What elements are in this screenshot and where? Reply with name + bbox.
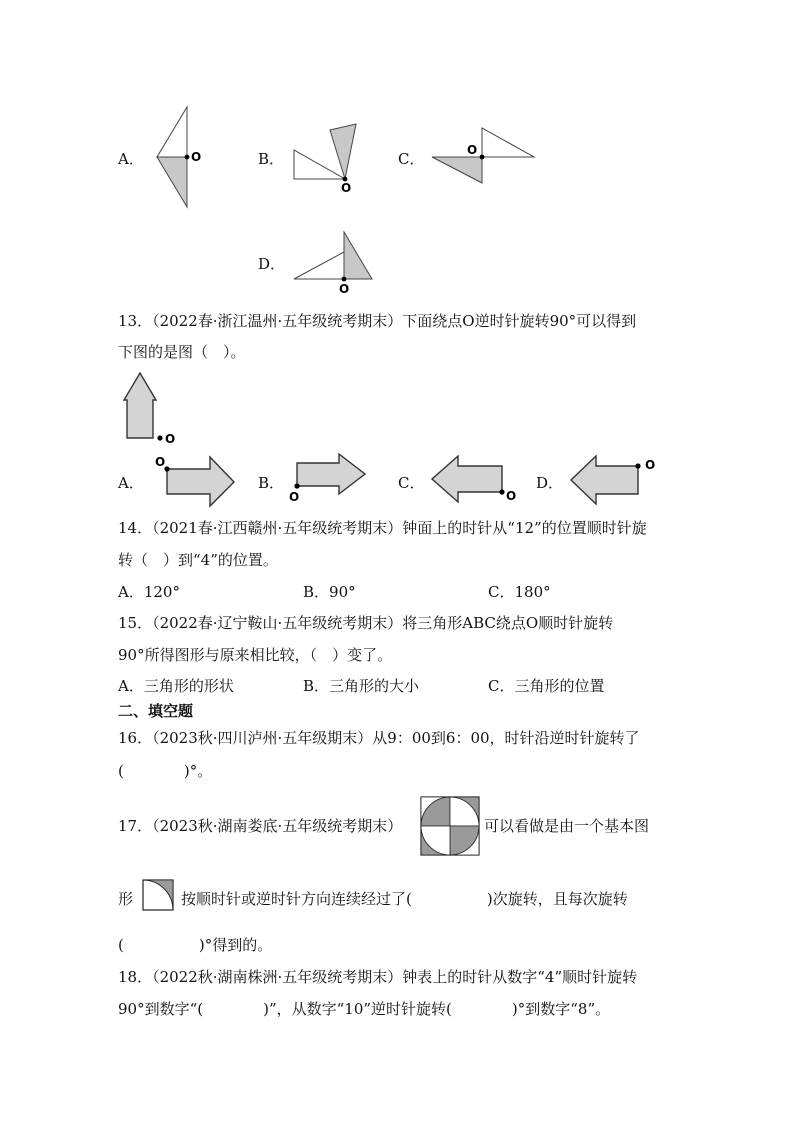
q15-text-line2: 90°所得图形与原来相比较，（ ）变了。 <box>118 646 393 664</box>
point-o-label: O <box>506 489 517 503</box>
q13-option-a-arrow <box>150 452 240 512</box>
fig12-label-c: C． <box>398 150 425 168</box>
q14-text-line2: 转（ ）到“4”的位置。 <box>118 551 278 569</box>
q13-text-line2: 下图的是图（ ）。 <box>118 343 246 361</box>
q14-option-a: A．120° <box>118 583 180 601</box>
q13-label-d: D． <box>536 474 564 492</box>
q14-option-c: C．180° <box>488 583 551 601</box>
q17-basic-shape-figure <box>142 879 176 913</box>
q13-label-b: B． <box>258 474 285 492</box>
fig12-option-a-figure <box>150 104 210 212</box>
q13-option-d-arrow <box>568 452 658 512</box>
point-o-label: O <box>289 490 300 504</box>
q17-text-line2-rest: 按顺时针或逆时针方向连续经过了( )次旋转，且每次旋转 <box>181 890 628 908</box>
point-o-label: O <box>165 432 176 446</box>
point-o-label: O <box>339 282 350 296</box>
q16-text-line2: ( )°。 <box>118 762 213 780</box>
fig12-option-d-figure <box>290 228 380 300</box>
q13-option-c-arrow <box>428 452 518 512</box>
q14-option-b: B．90° <box>303 583 356 601</box>
q16-text-line1: 16．（2023秋·四川泸州·五年级期末）从9：00到6：00，时针沿逆时针旋转了 <box>118 729 640 747</box>
q15-text-line1: 15．（2022春·辽宁鞍山·五年级统考期末）将三角形ABC绕点O顺时针旋转 <box>118 614 614 632</box>
q17-text-line3: ( )°得到的。 <box>118 936 273 954</box>
q17-text-prefix: 17．（2023秋·湖南娄底·五年级统考期末） <box>118 817 403 835</box>
q17-text-line2-start: 形 <box>118 890 134 908</box>
q17-pinwheel-figure <box>420 796 480 856</box>
q13-option-b-arrow <box>285 450 375 510</box>
q15-option-c: C．三角形的位置 <box>488 677 605 695</box>
q15-option-a: A．三角形的形状 <box>118 677 234 695</box>
q13-label-a: A． <box>118 474 144 492</box>
fig12-option-b-figure <box>290 120 370 200</box>
q13-text-line1: 13．（2022春·浙江温州·五年级统考期末）下面绕点O逆时针旋转90°可以得到 <box>118 312 637 330</box>
point-o-label: O <box>467 143 478 157</box>
q18-text-line2: 90°到数字“( )”，从数字“10”逆时针旋转( )°到数字“8”。 <box>118 1000 611 1018</box>
q13-reference-arrow <box>120 370 190 450</box>
point-o-label: O <box>191 150 202 164</box>
q13-label-c: C． <box>398 474 425 492</box>
fig12-option-c-figure <box>428 124 538 188</box>
fig12-label-a: A． <box>118 150 144 168</box>
fig12-label-d: D． <box>258 255 286 273</box>
fig12-label-b: B． <box>258 150 285 168</box>
point-o-label: O <box>341 181 352 195</box>
point-o-label: O <box>645 458 656 472</box>
point-o-label: O <box>155 455 166 469</box>
q14-text-line1: 14．（2021春·江西赣州·五年级统考期末）钟面上的时针从“12”的位置顺时针旋 <box>118 519 647 537</box>
q15-option-b: B．三角形的大小 <box>303 677 420 695</box>
q18-text-line1: 18．（2022秋·湖南株洲·五年级统考期末）钟表上的时针从数字“4”顺时针旋转 <box>118 968 638 986</box>
section-title: 二、填空题 <box>118 702 194 720</box>
q17-text-after-figure: 可以看做是由一个基本图 <box>484 817 650 835</box>
